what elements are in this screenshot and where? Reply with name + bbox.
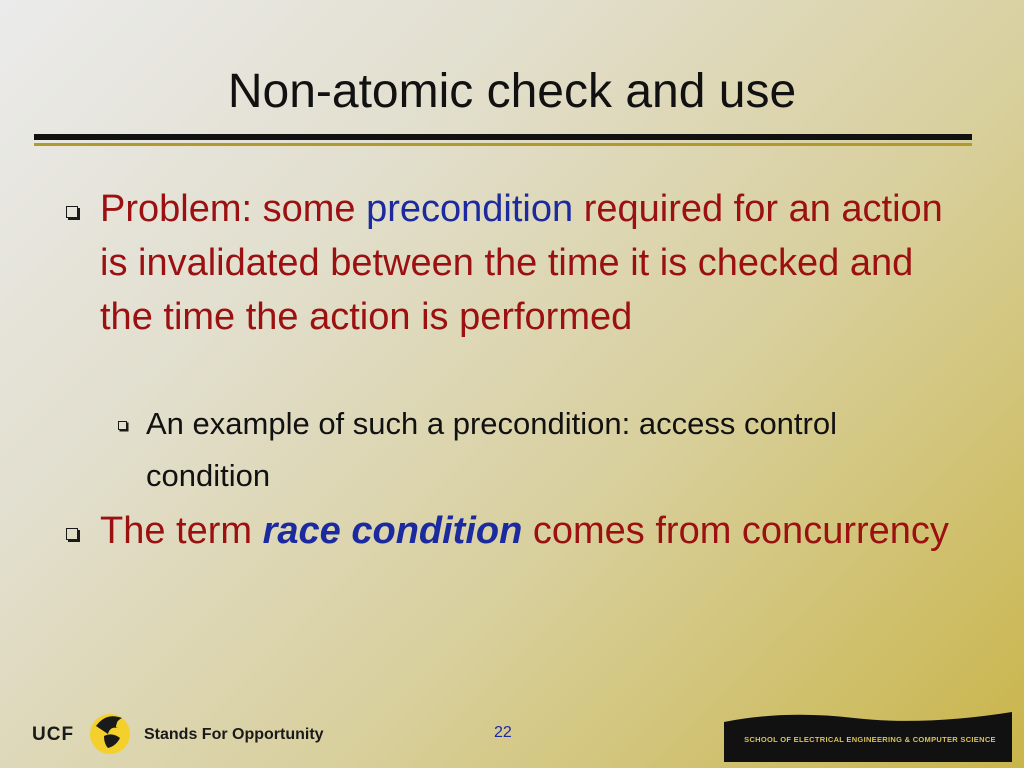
bullet-race-rest: comes from concurrency <box>522 510 949 552</box>
pegasus-logo-icon <box>84 706 136 758</box>
page-number: 22 <box>494 724 512 741</box>
school-name: SCHOOL OF ELECTRICAL ENGINEERING & COMPUTER SCIENCE <box>744 735 996 744</box>
ucf-logo-text: UCF <box>32 724 75 745</box>
bullet-marker <box>66 528 78 540</box>
bullet-marker <box>66 206 78 218</box>
bullet-problem <box>100 182 970 344</box>
footer-tagline: Stands For Opportunity <box>144 726 324 743</box>
term-precondition: precondition <box>366 188 574 230</box>
page-title: Non-atomic check and use <box>227 65 797 118</box>
title-rule <box>34 134 972 140</box>
bullet-problem-lead: Problem: some <box>100 188 367 230</box>
bullet-race-lead: The term <box>100 510 263 552</box>
sub-bullet-marker <box>118 421 127 430</box>
term-race-condition: race condition <box>262 510 523 552</box>
sub-bullet-example: An example of such a precondition: access control condition <box>146 406 837 493</box>
bullet-problem-rest: required for an action is invalidated between the time it is checked and the time the action is performed <box>100 188 943 338</box>
bullet-race-condition <box>100 504 970 558</box>
title-rule-gold <box>34 143 972 146</box>
